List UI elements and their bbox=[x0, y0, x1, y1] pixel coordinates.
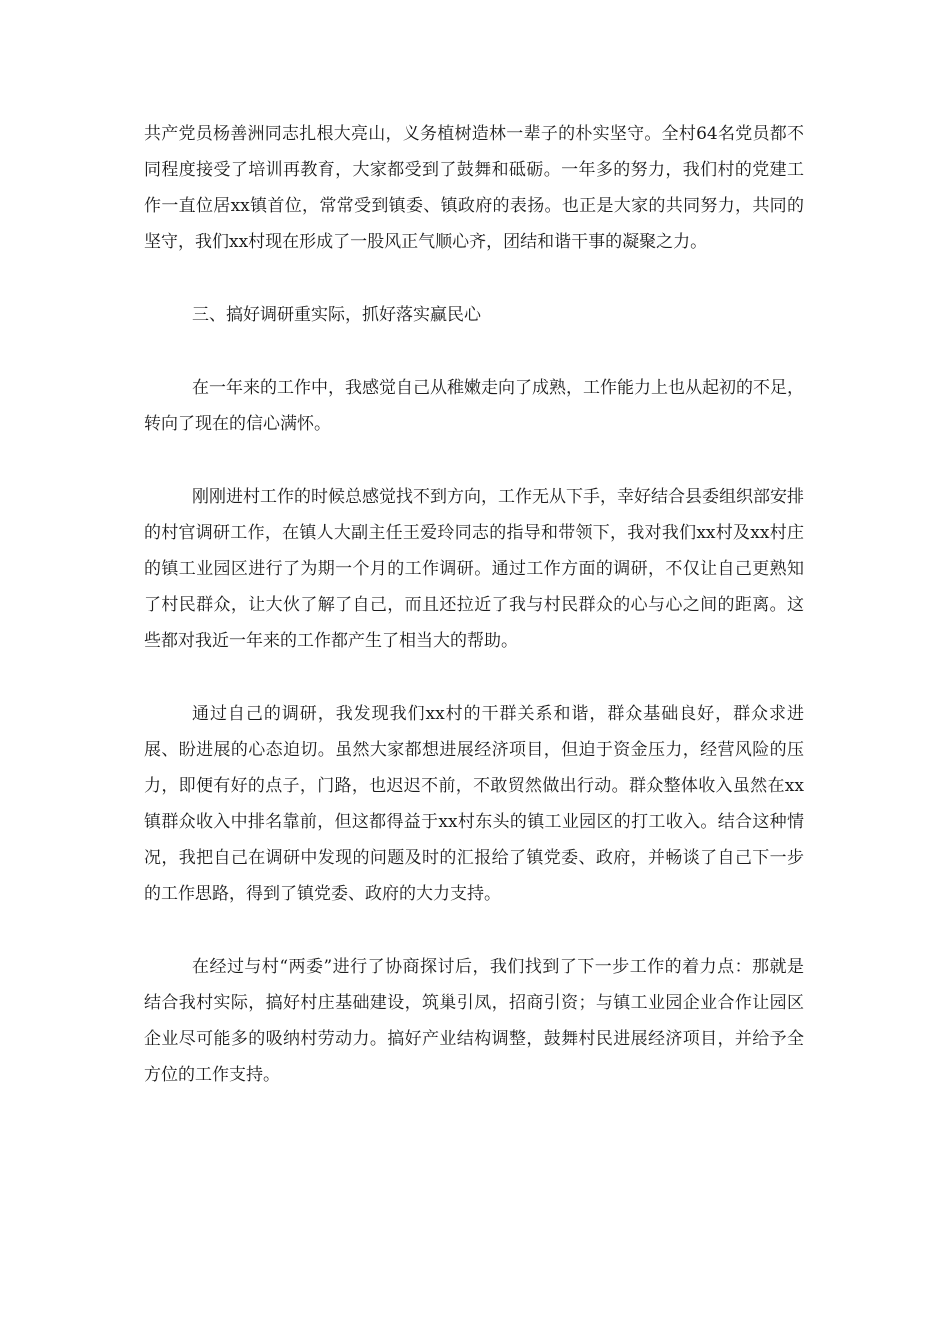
paragraph-growth: 在一年来的工作中，我感觉自己从稚嫩走向了成熟，工作能力上也从起初的不足，转向了现在的信心满怀。 bbox=[144, 378, 804, 434]
paragraph-party-members: 共产党员杨善洲同志扎根大亮山，义务植树造林一辈子的朴实坚守。全村64名党员都不同程度接受了培训再教育，大家都受到了鼓舞和砥砺。一年多的努力，我们村的党建工作一直位居xx镇首位，常常受到镇委、镇政府的表扬。也正是大家的共同努力，共同的坚守，我们xx村现在形成了一股风正气顺心齐，团结和谐干事的凝聚之力。 bbox=[144, 124, 804, 252]
paragraph-next-steps: 在经过与村“两委”进行了协商探讨后，我们找到了下一步工作的着力点：那就是结合我村实际，搞好村庄基础建设，筑巢引凤，招商引资；与镇工业园企业合作让园区企业尽可能多的吸纳村劳动力。搞好产业结构调整，鼓舞村民进展经济项目，并给予全方位的工作支持。 bbox=[144, 957, 804, 1085]
section-heading-3: 三、搞好调研重实际，抓好落实赢民心 bbox=[192, 305, 481, 325]
paragraph-research-start: 刚刚进村工作的时候总感觉找不到方向，工作无从下手，幸好结合县委组织部安排的村官调研工作，在镇人大副主任王爱玲同志的指导和带领下，我对我们xx村及xx村庄的镇工业园区进行了为期一个月的工作调研。通过工作方面的调研，不仅让自己更熟知了村民群众，让大伙了解了自己，而且还拉近了我与村民群众的心与心之间的距离。这些都对我近一年来的工作都产生了相当大的帮助。 bbox=[144, 487, 804, 651]
paragraph-research-findings: 通过自己的调研，我发现我们xx村的干群关系和谐，群众基础良好，群众求进展、盼进展的心态迫切。虽然大家都想进展经济项目，但迫于资金压力，经营风险的压力，即便有好的点子，门路，也迟迟不前，不敢贸然做出行动。群众整体收入虽然在xx镇群众收入中排名靠前，但这都得益于xx村东头的镇工业园区的打工收入。结合这种情况，我把自己在调研中发现的问题及时的汇报给了镇党委、政府，并畅谈了自己下一步的工作思路，得到了镇党委、政府的大力支持。 bbox=[144, 704, 804, 904]
document-body bbox=[144, 116, 804, 1130]
